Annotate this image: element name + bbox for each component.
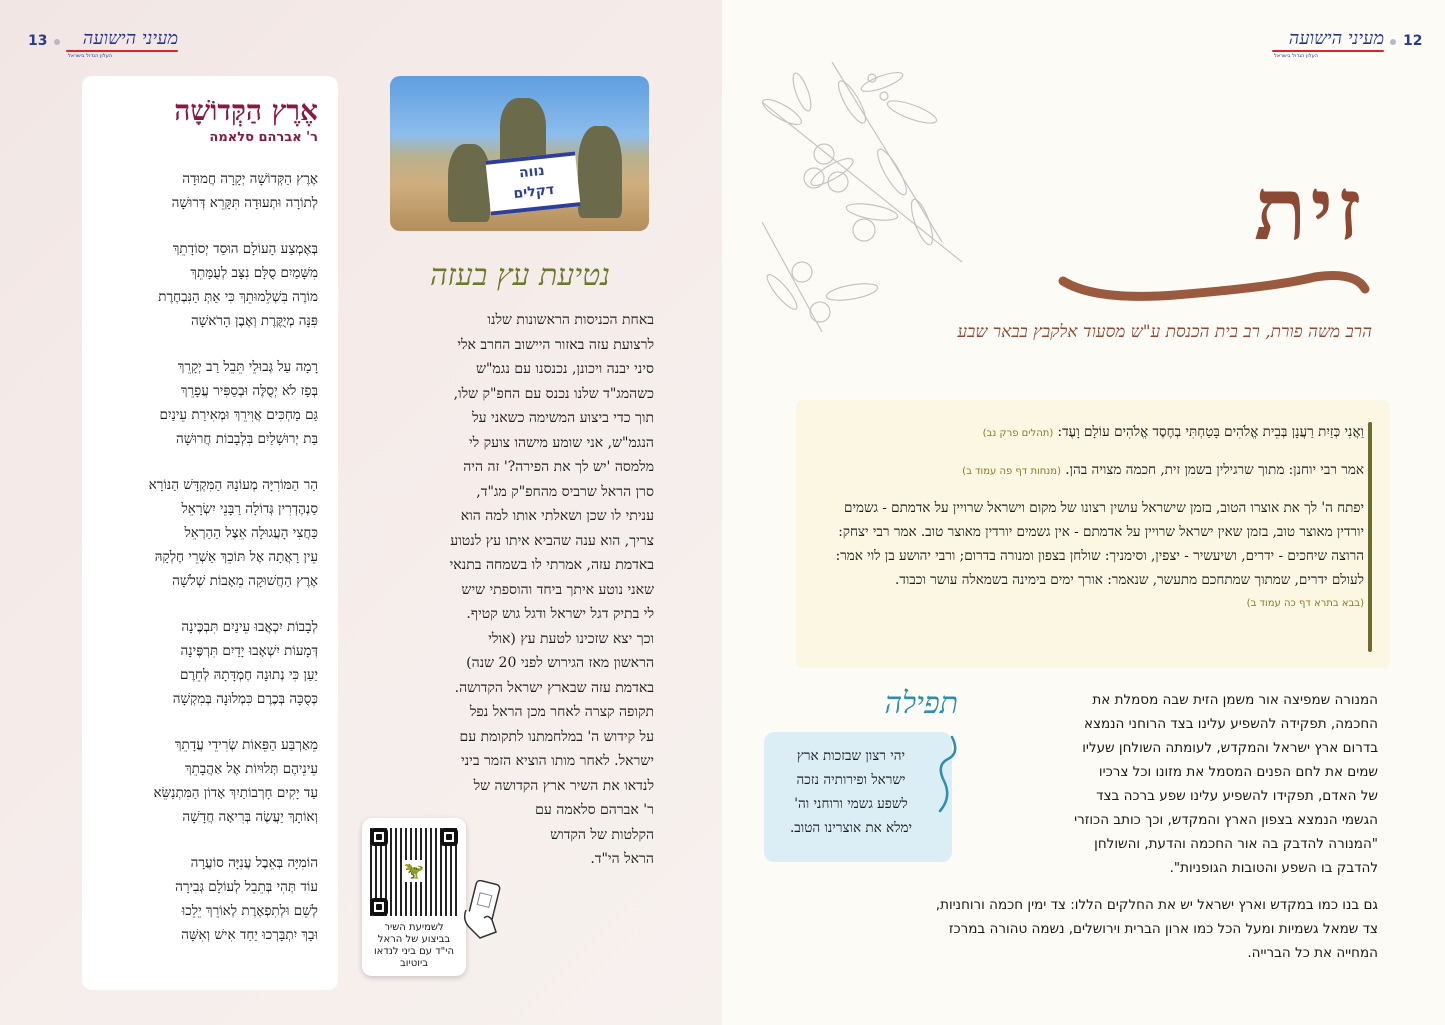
article-body [398,308,654,872]
poem-line: לְתוֹרָה וּתְעוּדָה תִּקָּרֵא דְּרוּשָׁה [171,195,318,211]
youtube-qr-card[interactable] [362,818,466,976]
body-line: החכמה, תפקידה להשפיע עלינו בצד הרוחני הנמצא [1083,716,1378,732]
poem-title: אֶרֶץ הַקְּדוֹשָׁה [174,94,318,127]
poem-line: דְּמָעוֹת יִשְׁאָבוּ יָדַיִם תִּרְפֶּינָה [180,643,318,659]
poem-card [82,76,338,990]
article-line: לרצועת עזה באזור היישוב החרב אלי [457,336,654,353]
poem-line: אֶרֶץ הַקְּדוֹשָׁה יְקָרָה חֲמוּדָה [182,171,318,187]
poem-line: עֵינֵיהֶם תְּלוּיוֹת אֶל אַהֲבָתֵךְ [184,761,318,777]
article-line: לי בתיק דגל ישראל ודגל גוש קטיף. [466,606,654,622]
source-reference: (מנחות דף פה עמוד ב) [962,466,1061,477]
article-line: באדמת עזה שבארץ ישראל הקדושה. [454,679,654,696]
poem-line: וּבָךְ יִתְבָּרְכוּ יַחַד אִישׁ וְאִשָּׁה [181,927,318,943]
poem-line: לְשֵׁם וּלְתִפְאֶרֶת לְאוֹרֵךְ יֵלֵכוּ [181,903,318,919]
body-line: של האדם, תפקידו להשפיע עלינו שפע ברכה בצד [1096,788,1378,804]
closing-text [800,893,1378,965]
article-line: ר' אברהם סלאמה עם [535,802,654,818]
body-line: בדרום ארץ ישראל והמקדש, לעומתה השולחן שעליו [1082,740,1378,756]
flag-text: נווה [518,162,546,182]
prayer-line: ימלא את אוצרינו הטוב. [790,820,912,836]
page-number-left: 13 [28,33,48,49]
soldier-figure [448,144,490,222]
poem-line: בַּת יְרוּשָׁלַיִם בִּלְבָבוֹת חֲרוּשָׁה [176,431,318,447]
source-reference: (בבא בתרא דף כה עמוד ב) [1246,598,1364,609]
logo-title: מעיני הישועה [1288,28,1384,49]
poem-line: הַר הַמּוֹרִיָּה מְעוֹנָהּ הַמִּקְדָּשׁ הַנּוֹרָא [148,477,318,493]
body-line: שמים את לחם הפנים המסמל את מזונו וכל צרכיו [1098,764,1378,780]
body-line: להדבק בו השפע והטובות הגופניות". [1169,860,1378,876]
poem-line: כְּסֻכָּה בְּכֶרֶם כִּמְלוּנָה בְּמִקְשָׁה [172,691,318,707]
article-line: צריך, הוא ענה שהביא איתו עץ לנטוע [450,532,654,549]
logo-underline [66,50,178,52]
qr-caption-line: בביצוע של הראל [377,934,451,945]
olive-branch-illustration [742,62,1042,332]
qr-code[interactable] [370,828,458,916]
poem-line: עֵין רָאֲתָה אֶל תּוֹכֵךְ אַשְׁרֵי חֶלְקָהּ [154,549,318,565]
poem-line: וְאוֹתָךְ יַעֲשֶׂה בְּרִיאָה חֲדָשָׁה [182,809,318,825]
source-quote [814,458,1364,484]
article-line: על קידוש ה' במלחמתנו לתקומת עם [459,728,654,745]
poem-line: יַעַן כִּי נְתוּנָה חֶמְדָּתָהּ לְחֵרֶם [180,667,318,683]
article-title-zayit: זית [1254,159,1365,260]
title-underline-swash [1055,265,1371,305]
closing-line: המחייה את כל הברייה. [1247,945,1378,961]
poem-line: גַּם מַחְכִּים אֲוִירֵךְ וּמְאִירַת עֵינַיִם [159,407,318,423]
article-line: תוך כדי ביצוע המשימה כשאני על [472,410,654,426]
poem-line: בְּפָז לֹא יְסֻלֶּה וּבְסַפִּיר עֲפָרֵךְ [180,383,318,399]
article-line: באדמת עזה, אמרתי לו בשמחה בתנאי [449,557,654,573]
article-title: נטיעת עץ בעזה [429,258,611,293]
poem-line: סַנְהֶדְרִין גְּדוֹלָה רַבָּנֵי יִשְׂרָאֵל [181,501,318,517]
source-text: וַאֲנִי כְּזַיִת רַעֲנָן בְּבֵית אֱלֹהִים בָּטַחְתִּי בְחֶסֶד אֱלֹהִים עוֹלָם וָעֶד: [1057,424,1364,440]
source-text: אמר רבי יוחנן: מתוך שרגילין בשמן זית, חכמה מצויה בהן. [1065,462,1364,478]
article-line: עניתי לו שכן ושאלתי אותו למה הוא [460,508,654,524]
qr-finder [370,828,388,846]
sources-box [796,400,1390,668]
prayer-box [764,732,952,862]
poem-line: מֵאַרְבַּע הַפֵּאוֹת שְׂרִידֵי עֲדָתֵךְ [174,737,318,753]
body-line: הגשמי הנמצא בצפון הארץ והמקדש, וכך כותב הכוזרי [1074,812,1378,828]
prayer-line: ישראל ופירותיה נזכה [796,772,906,788]
page-number-right: 12 [1403,33,1423,49]
soldier-figure [578,126,622,218]
article-line: סרן הראל שרביס מהחפ"ק מג"ד, [476,483,654,500]
qr-caption [370,922,458,970]
poem-stanza [92,167,318,215]
poem-line: עַד יָקִים חָרְבוֹתַיִךְ אָדוֹן הַמִּתְנַשֵּׂא [153,785,318,801]
quote-bar [1368,422,1372,652]
qr-caption-line: הי"ד עם ביני לנדאו [373,946,455,957]
qr-caption-line: לשמיעת השיר [384,922,444,933]
poem-line: הוֹמִיָּה בְּאֵבֶל עֲנִיָּה סוֹעֲרָה [190,855,318,871]
article-line: כשהמג"ד שלנו נכנס עם החפ"ק שלו, [453,385,654,402]
article-line: תקופה קצרה לאחר מכן הראל נפל [469,704,654,720]
dinosaur-icon: 🦖 [404,861,424,880]
closing-line: צד שמאל גשמיות ומעל הכל כמו ארון הברית וירושלים, נשמה טהורה במרכז [948,921,1378,937]
poem-line: פִּנָּה מְיֻקֶּרֶת וְאֶבֶן הָרֹאשָׁה [190,313,318,329]
poem-stanza [92,615,318,711]
source-quote [814,496,1364,616]
poem-line: בְּאֶמְצַע הָעוֹלָם הוּסַד יְסוֹדָתֵךְ [172,241,318,257]
article-line: הראל הי"ד. [590,851,654,867]
poem-line: כַּחֲצִי הָעֲגוּלָה אֵצֶל הַהַרְאֵל [184,525,318,541]
article-line: לנדאו את השיר ארץ הקדושה של [473,777,654,794]
source-text: יפתח ה' לך את אוצרו הטוב, בזמן שישראל עושין רצונו של מקום וישראל שרויין על אדמתם - גשמים יורדין מאוצר טוב, בזמן שאין ישראל שרויין על אדמתם - אין גשמים יורדין מאוצר טוב. אמר רבי יצחק: הרוצה שיחכים - ידרים, ושיעשיר - יצפין, וסימניך: שולחן בצפון ומנורה בדרום; ורבי יהושע בן לוי אמר: לעולם ידרים, שמתוך שמתחכם מתעשר, שנאמר: אורך ימים בימינה בשמאלה עושר וכבוד. [835,500,1364,588]
poem-author: ר' אברהם סלאמה [209,130,318,145]
article-line: הראשון מאז הגירוש לפני 20 שנה) [466,655,654,671]
poem-line: לְבָבוֹת יִכְאֲבוּ עֵינַיִם תִּבְכֶּינָה [181,619,318,635]
qr-caption-line: ביוטיוב [400,958,428,969]
closing-line: גם בנו כמו במקדש וארץ ישראל יש את החלקים הללו: צד ימין חכמה ורוחניות, [935,897,1378,913]
qr-finder [370,898,388,916]
poem-line: מִשָּׁמַיִם סֻלָּם נִצָּב לְעֻמָּתֵךְ [190,265,318,281]
poem-stanza [92,355,318,451]
prayer-line: יהי רצון שבזכות ארץ [796,748,906,764]
poem-line: מוֹרֶה בִּשְׁלֵמוּתֵךְ כִּי אַתְּ הַנִּבְחֶרֶת [158,289,318,305]
soldiers-flag-photo [390,76,649,231]
poem-line: רָמָה עַל גְּבוּלֵי תֵּבֵל רַב יְקָרֵךְ [177,359,318,375]
source-reference: (תהלים פרק נב) [982,428,1054,439]
logo-dot [54,39,60,45]
prayer-line: לשפע גשמי ורוחני וה' [794,796,908,812]
logo-subtitle: העלון הגדול בישראל [68,53,112,59]
author-byline: הרב משה פורת, רב בית הכנסת ע"ש מסעוד אלקבץ בבאר שבע [957,322,1372,342]
article-line: מלמסה 'יש לך את הפירה?' זה היה [463,459,654,475]
poem-line: אֶרֶץ הַחֲשׁוּקָה מֵאָבוֹת שְׁלֹשָׁה [172,573,318,589]
poem-stanza [92,851,318,947]
logo-title: מעיני הישועה [82,28,178,49]
phone-scan-icon [460,880,504,942]
poem-stanza [92,237,318,333]
body-line: המנורה שמפיצה אור משמן הזית שבה מסמלת את [1092,692,1378,708]
article-line: שאני נוטע איתך ביחד והוספתי שיש [461,581,654,598]
poem-line: עוֹד תְּהִי בְּתֵבֵל לְעוֹלָם גְּבִירָה [175,879,318,895]
article-line: וכך יצא שזכינו לטעת עץ (אולי [488,630,654,647]
logo-dot [1390,39,1396,45]
poem-stanza [92,733,318,829]
logo-underline [1272,50,1384,52]
main-body-text [990,688,1378,880]
magazine-logo-right [1272,22,1384,62]
flag-text: דקלים [512,181,556,203]
article-line: באחת הכניסות הראשונות שלנו [487,312,654,328]
prayer-title: תפילה [884,686,958,721]
qr-finder [440,828,458,846]
article-line: ישראל. לאחר מותו הוציא הזמר ביני [460,753,654,769]
source-quote [814,420,1364,446]
logo-subtitle: העלון הגדול בישראל [1274,53,1318,59]
article-line: הקלטות של הקדוש [550,826,654,843]
prayer-swirl-decoration [930,735,966,815]
body-line: "המנורה להדבק בה אור החכמה והדעת, והשולחן [1094,836,1378,852]
article-line: סיני יבנה ויכונן, נכנסנו עם נגמ"ש [476,361,654,377]
poem-stanza [92,473,318,593]
article-line: הנגמ"ש, אני שומע מישהו צועק לי [469,434,654,451]
magazine-logo-left [66,22,178,62]
neve-dekalim-flag [485,151,580,215]
